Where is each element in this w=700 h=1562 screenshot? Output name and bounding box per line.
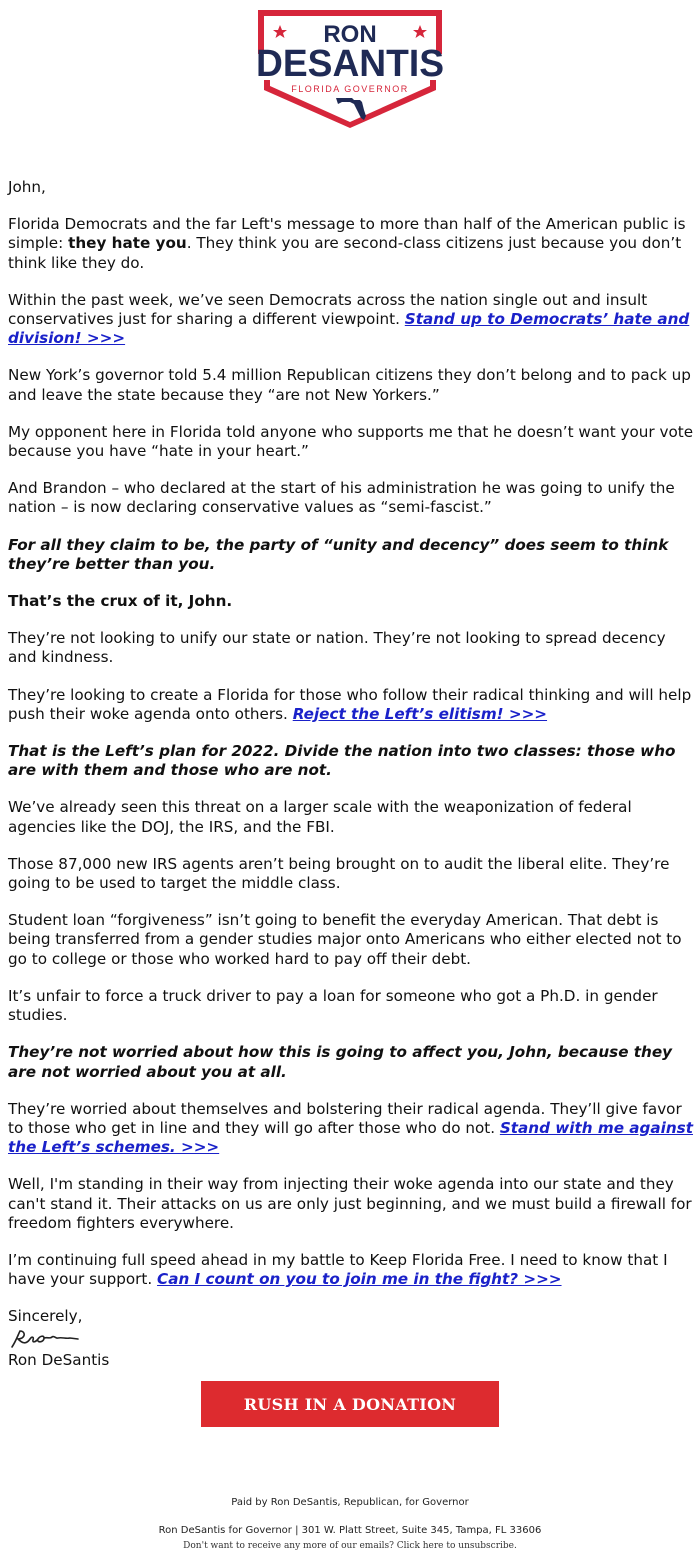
paragraph-3: New York’s governor told 5.4 million Republican citizens they don’t belong and to pack up and leave the state because they “are not New Yorkers.” [8, 366, 691, 404]
desantis-logo [250, 6, 450, 130]
emphasis-hate: they hate you [68, 234, 187, 253]
paragraph-12: Those 87,000 new IRS agents aren’t being brought on to audit the liberal elite. They’re going to be used to target the middle class. [8, 854, 670, 893]
paragraph-9: They’re looking to create a Florida for those who follow their radical thinking and will help push their woke agenda onto others. Reject the Left’s elitism! >>> [8, 685, 692, 723]
signature-image [8, 1327, 98, 1351]
paragraph-5: And Brandon – who declared at the start of his administration he was going to unify the nation – is now declaring conservative values as “semi-fascist.” [8, 479, 675, 517]
florida-map-icon [336, 98, 366, 120]
footer-address: Ron DeSantis for Governor | 301 W. Platt Street, Suite 345, Tampa, FL 33606 [158, 1525, 542, 1536]
paragraph-18: I’m continuing full speed ahead in my battle to Keep Florida Free. I need to know that I have your support. Can I count on you to join me in the fight? >>> [8, 1250, 668, 1289]
paragraph-7: That’s the crux of it, John. [8, 592, 233, 611]
paragraph-16: They’re worried about themselves and bolstering their radical agenda. They’ll give favor to those who get in line and they will go after those who do not. Stand with me against the Left’s schemes. >>> [8, 1099, 693, 1157]
paragraph-8: They’re not looking to unify our state or nation. They’re not looking to spread decency and kindness. [8, 629, 666, 667]
paragraph-11: We’ve already seen this threat on a larger scale with the weaponization of federal agencies like the DOJ, the IRS, and the FBI. [8, 798, 632, 836]
paragraph-2: Within the past week, we’ve seen Democrats across the nation single out and insult conservatives just for sharing a different viewpoint. Stand up to Democrats’ hate and division! >>> [8, 290, 690, 348]
unsubscribe-link[interactable]: Don't want to receive any more of our emails? Click here to unsubscribe. [183, 1541, 517, 1551]
paid-by-disclaimer: Paid by Ron DeSantis, Republican, for Governor [231, 1497, 469, 1508]
email-body [8, 178, 694, 1370]
signature-name: Ron DeSantis [8, 1350, 110, 1369]
paragraph-1: Florida Democrats and the far Left's message to more than half of the American public is simple: they hate you. They think you are second-class citizens just because you don’t think like they do. [8, 215, 686, 272]
link-reject-elitism[interactable]: Reject the Left’s elitism! >>> [292, 704, 548, 723]
link-stand-with-me[interactable]: Stand with me against the Left’s schemes. >>> [8, 1118, 693, 1157]
paragraph-15: They’re not worried about how this is going to affect you, John, because they are not worried about you at all. [8, 1043, 673, 1081]
greeting: John, [8, 178, 46, 196]
link-stand-up[interactable]: Stand up to Democrats’ hate and division! >>> [8, 310, 690, 348]
paragraph-6: For all they claim to be, the party of “unity and decency” does seem to think they’re better than you. [8, 535, 669, 573]
paragraph-13: Student loan “forgiveness” isn’t going to benefit the everyday American. That debt is being transferred from a gender studies major onto Americans who either elected not to go to college or those who worked hard to pay off their debt. [8, 911, 682, 968]
logo-main-text: DESANTIS [256, 43, 444, 85]
logo-sub-text: FLORIDA GOVERNOR [291, 84, 409, 94]
logo-top-text: RON [323, 21, 377, 48]
paragraph-10: That is the Left’s plan for 2022. Divide the nation into two classes: those who are with them and those who are not. [8, 742, 676, 780]
closing: Sincerely, [8, 1307, 83, 1326]
unsubscribe-notice [0, 1541, 700, 1551]
paragraph-4: My opponent here in Florida told anyone who supports me that he doesn’t want your vote because you have “hate in your heart.” [8, 422, 694, 461]
link-join-fight[interactable]: Can I count on you to join me in the fight? >>> [157, 1270, 562, 1289]
paragraph-14: It’s unfair to force a truck driver to pay a loan for someone who got a Ph.D. in gender studies. [8, 986, 658, 1025]
paragraph-17: Well, I'm standing in their way from injecting their woke agenda into our state and they can't stand it. Their attacks on us are only just beginning, and we must build a firewall for freedom fighters everywhere. [8, 1175, 692, 1232]
donate-button[interactable]: RUSH IN A DONATION [201, 1381, 499, 1427]
